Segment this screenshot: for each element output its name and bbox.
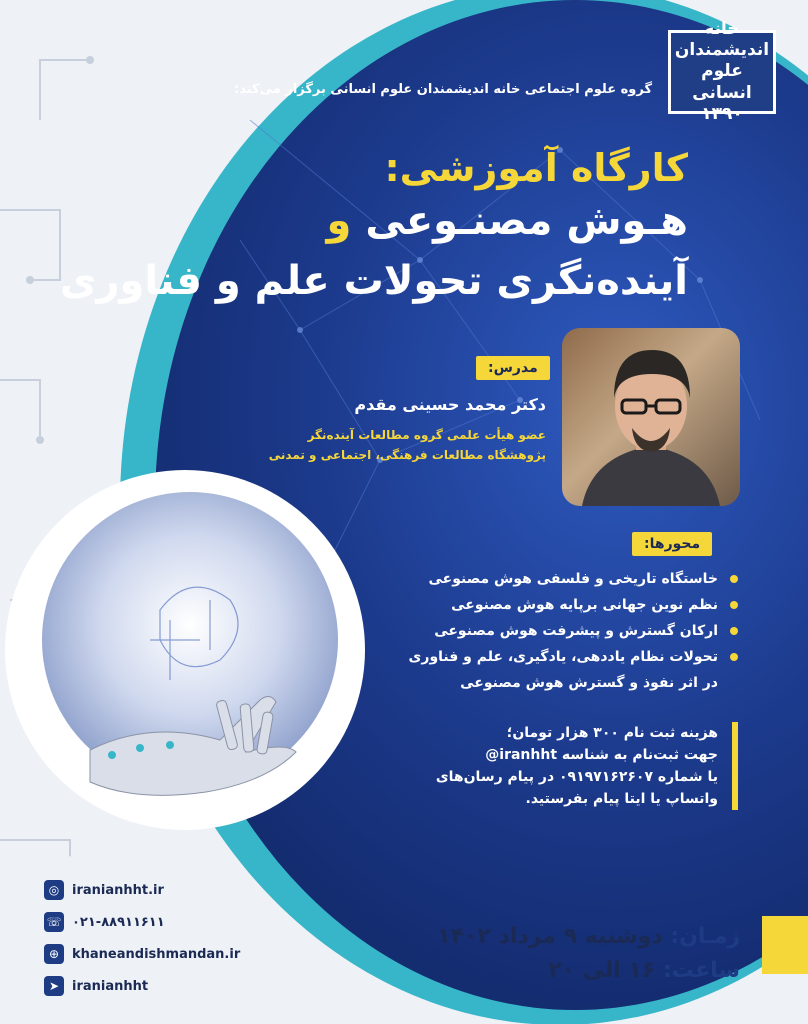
event-hour <box>548 958 740 983</box>
list-item-continuation: در اثر نفوذ و گسترش هوش مصنوعی <box>460 675 718 691</box>
contact-website[interactable] <box>44 944 240 964</box>
list-item: ارکان گسترش و پیشرفت هوش مصنوعی <box>318 618 738 644</box>
event-date <box>437 924 740 949</box>
person-image <box>562 328 740 506</box>
contact-phone[interactable] <box>44 912 165 932</box>
title-line-2-main: هـوش مصنـوعی <box>365 198 688 244</box>
list-item: تحولات نظام یاددهی، یادگیری، علم و فناوری <box>318 644 738 670</box>
organizer-text: گروه علوم اجتماعی خانه اندیشمندان علوم انسانی برگزار می‌کند: <box>234 82 652 97</box>
contact-text: khaneandishmandan.ir <box>72 946 241 962</box>
contact-text: iranianhht <box>72 978 149 994</box>
hour-value: ۱۶ الی ۲۰ <box>548 958 656 983</box>
teacher-role-1: عضو هیأت علمی گروه مطالعات آینده‌نگر <box>307 428 546 442</box>
title-line-3: آینده‌نگری تحولات علم و فناوری <box>59 258 688 304</box>
contact-instagram[interactable] <box>44 880 164 900</box>
instagram-icon: ◎ <box>44 880 64 900</box>
decorative-square <box>762 916 808 974</box>
contact-text: iranianhht.ir <box>72 882 164 898</box>
teacher-photo <box>562 328 740 506</box>
title-line-2-and: و <box>326 198 352 244</box>
registration-line-1: هزینه ثبت نام ۳۰۰ هزار تومان؛ <box>506 725 718 741</box>
topics-label: محورها: <box>632 532 712 556</box>
teacher-role-2: پژوهشگاه مطالعات فرهنگی، اجتماعی و تمدنی <box>268 448 546 462</box>
logo <box>668 18 776 124</box>
contact-telegram[interactable] <box>44 976 148 996</box>
list-item: خاستگاه تاریخی و فلسفی هوش مصنوعی <box>318 566 738 592</box>
topics-list <box>318 566 738 696</box>
contact-text: ۰۲۱-۸۸۹۱۱۶۱۱ <box>72 914 165 930</box>
registration-line-2: جهت ثبت‌نام به شناسه iranhht@ <box>485 747 718 763</box>
hour-label: ساعت: <box>662 958 740 983</box>
registration-line-3: یا شماره ۰۹۱۹۷۱۶۲۶۰۷ در پیام رسان‌های <box>435 769 718 785</box>
title-line-2 <box>327 198 688 244</box>
registration-box <box>358 722 738 810</box>
telegram-icon: ➤ <box>44 976 64 996</box>
phone-icon: ☏ <box>44 912 64 932</box>
teacher-label: مدرس: <box>476 356 550 380</box>
time-value: دوشنبه ۹ مرداد ۱۴۰۲ <box>437 924 663 949</box>
logo-text: خانه اندیشمندان علوم انسانی ۱۳۹۰ <box>674 18 770 124</box>
registration-line-4: واتساپ یا ایتا پیام بفرستید. <box>525 791 718 807</box>
teacher-name: دکتر محمد حسینی مقدم <box>354 395 546 414</box>
list-item: نظم نوین جهانی برپایه هوش مصنوعی <box>318 592 738 618</box>
globe-icon: ⊕ <box>44 944 64 964</box>
time-label: زمـان: <box>670 924 740 949</box>
title-line-1: کارگاه آموزشی: <box>384 146 688 190</box>
